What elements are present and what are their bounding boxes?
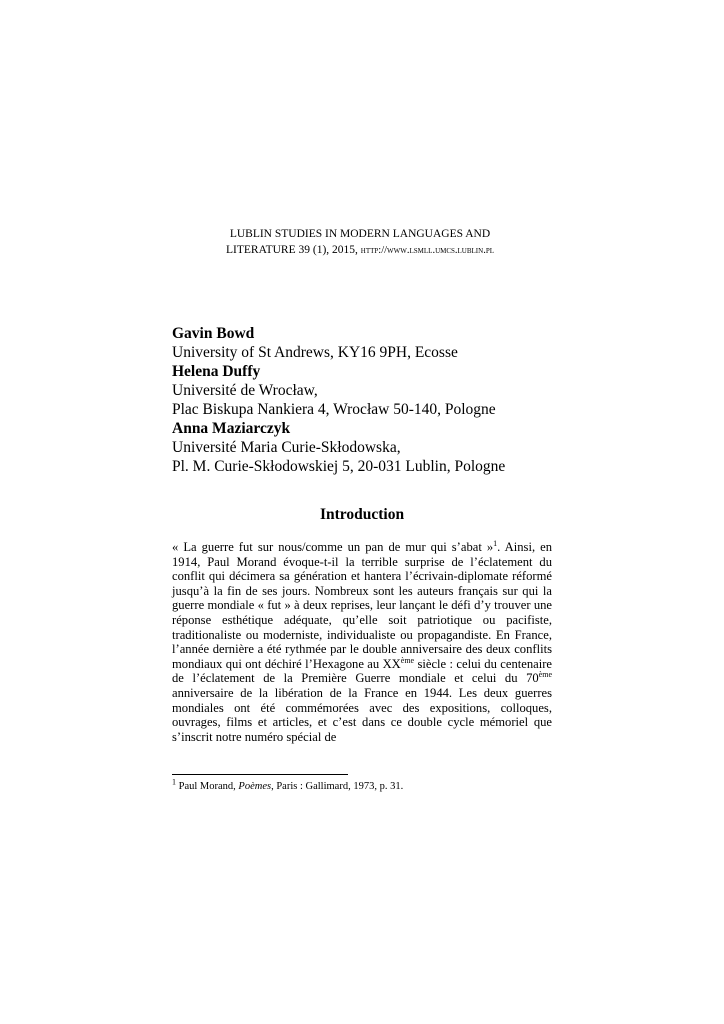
author-name: Helena Duffy: [172, 363, 261, 380]
author-affiliation: Pl. M. Curie-Skłodowskiej 5, 20-031 Lublin, Pologne: [172, 458, 506, 475]
superscript-eme: ème: [538, 670, 552, 680]
body-text-run: anniversaire de la libération de la France en 1944. Les deux guerres mondiales ont été commémorées avec des expositions, colloques, ouvrages, films et articles, et c’est dans ce double cycle mémoriel que s’inscrit notre numéro spécial de: [172, 685, 552, 744]
journal-header-line1: LUBLIN STUDIES IN MODERN LANGUAGES AND: [229, 228, 491, 240]
author-name: Anna Maziarczyk: [172, 420, 291, 437]
body-text-run: « La guerre fut sur nous/comme un pan de mur qui s’abat »: [172, 540, 494, 554]
author-affiliation: Université Maria Curie-Skłodowska,: [172, 439, 401, 456]
author-affiliation: University of St Andrews, KY16 9PH, Ecosse: [172, 344, 458, 361]
journal-header-citation: LITERATURE 39 (1), 2015,: [226, 244, 361, 256]
journal-header-line2: [160, 242, 560, 259]
superscript-eme: ème: [400, 655, 415, 665]
body-paragraph: [172, 540, 552, 744]
body-text-run: siècle : celui du centenaire de l’éclatement de la Première Guerre mondiale et celui du 70: [172, 656, 552, 686]
footnote-mark: 1: [172, 777, 176, 787]
footnote-book-title: Poèmes: [238, 781, 272, 792]
author-block: [172, 324, 592, 476]
body-text: [172, 540, 552, 744]
footnote-divider: [172, 774, 348, 775]
author-affiliation: Université de Wrocław,: [172, 382, 318, 399]
footnote: [172, 777, 552, 793]
journal-header: [160, 226, 560, 259]
footnote-text: , Paris : Gallimard, 1973, p. 31.: [271, 781, 404, 792]
section-title: Introduction: [319, 506, 405, 523]
body-text-run: . Ainsi, en 1914, Paul Morand évoque-t-il la terrible surprise de l’éclatement du conflit qui décimera sa génération et hantera l’écrivain-diplomate réformé jusqu’à la fin de ses jours. Nombreux sont les auteurs français sur qui la guerre mondiale « fut » à deux reprises, leur lançant le défi d’y trouver une réponse esthétique adéquate, qu’elle soit patriotique ou pacifiste, traditionaliste ou moderniste, individualiste ou propagandiste. En France, l’année dernière a été rythmée par le double anniversaire des deux conflits mondiaux qui ont déchiré l’Hexagone au XX: [172, 540, 552, 671]
footnote-reference[interactable]: 1: [493, 538, 498, 548]
footnote-text: Paul Morand,: [176, 781, 239, 792]
author-name: Gavin Bowd: [172, 325, 255, 342]
author-affiliation: Plac Biskupa Nankiera 4, Wrocław 50-140, Pologne: [172, 401, 496, 418]
journal-url-link[interactable]: http://www.lsmll.umcs.lublin.pl: [360, 245, 494, 256]
